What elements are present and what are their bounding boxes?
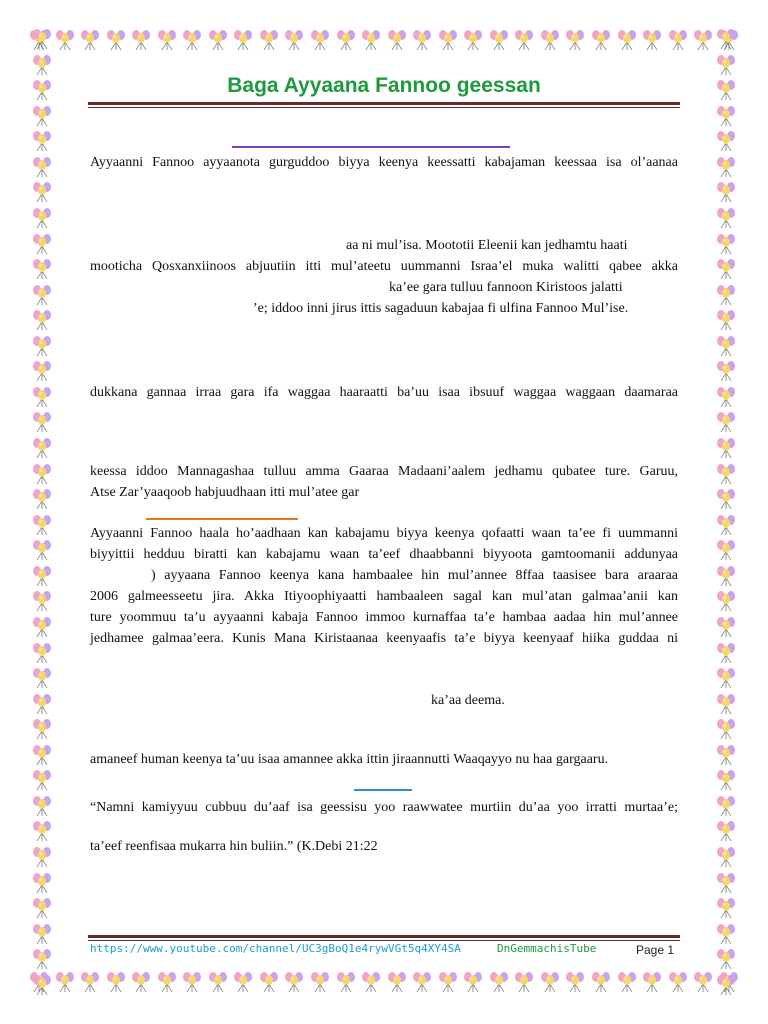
- balloon-bunch-icon: [715, 820, 737, 842]
- balloon-bunch-icon: [715, 207, 737, 229]
- balloon-bunch-icon: [715, 667, 737, 689]
- balloon-bunch-icon: [79, 971, 101, 993]
- balloon-bunch-icon: [715, 948, 737, 970]
- balloon-bunch-icon: [437, 29, 459, 51]
- balloon-bunch-icon: [462, 29, 484, 51]
- balloon-border-left: [28, 28, 56, 996]
- balloon-bunch-icon: [360, 29, 382, 51]
- balloon-bunch-icon: [31, 667, 53, 689]
- blue-underline: [354, 789, 412, 791]
- paragraph-line: amaneef human keenya ta’uu isaa amannee akka ittin jiraannutti Waaqayyo nu haa gargaaru.: [90, 752, 609, 767]
- balloon-bunch-icon: [715, 616, 737, 638]
- balloon-bunch-icon: [31, 360, 53, 382]
- balloon-bunch-icon: [715, 539, 737, 561]
- balloon-bunch-icon: [715, 284, 737, 306]
- balloon-bunch-icon: [488, 29, 510, 51]
- balloon-bunch-icon: [258, 971, 280, 993]
- balloon-bunch-icon: [513, 971, 535, 993]
- orange-underline: [146, 518, 298, 520]
- balloon-bunch-icon: [641, 29, 663, 51]
- balloon-bunch-icon: [411, 29, 433, 51]
- balloon-bunch-icon: [31, 207, 53, 229]
- balloon-bunch-icon: [31, 335, 53, 357]
- paragraph-line: jedhamee galmaa’eera. Kunis Mana Kiristaanaa keenyaafis ta’e biyya keenyaaf hiika guddaa ni: [90, 631, 678, 646]
- balloon-bunch-icon: [715, 565, 737, 587]
- balloon-bunch-icon: [616, 29, 638, 51]
- balloon-bunch-icon: [360, 971, 382, 993]
- balloon-bunch-icon: [31, 258, 53, 280]
- balloon-bunch-icon: [31, 130, 53, 152]
- balloon-bunch-icon: [31, 897, 53, 919]
- balloon-bunch-icon: [31, 590, 53, 612]
- balloon-bunch-icon: [715, 28, 737, 50]
- balloon-bunch-icon: [715, 130, 737, 152]
- purple-underline: [232, 146, 510, 148]
- balloon-bunch-icon: [564, 29, 586, 51]
- balloon-bunch-icon: [335, 29, 357, 51]
- balloon-bunch-icon: [715, 463, 737, 485]
- paragraph-line: aa ni mul’isa. Moototii Eleenii kan jedhamtu haati: [346, 238, 628, 253]
- paragraph-line: ’e; iddoo inni jirus ittis sagaduun kabajaa fi ulfina Fannoo Mul’ise.: [253, 301, 629, 316]
- paragraph-line: Atse Zar’yaaqoob habjuudhaan itti mul’atee gar: [90, 485, 360, 500]
- balloon-bunch-icon: [31, 181, 53, 203]
- balloon-bunch-icon: [667, 971, 689, 993]
- paragraph-line: 2006 galmeesseetu jira. Akka Itiyoophiyaatti hambaaleen sagal kan mul’atan galmaa’anii kan: [90, 589, 678, 604]
- balloon-bunch-icon: [31, 28, 53, 50]
- balloon-bunch-icon: [31, 769, 53, 791]
- balloon-bunch-icon: [715, 488, 737, 510]
- channel-name: DnGemmachisTube: [497, 942, 597, 955]
- balloon-bunch-icon: [283, 29, 305, 51]
- balloon-bunch-icon: [105, 29, 127, 51]
- balloon-bunch-icon: [715, 54, 737, 76]
- balloon-bunch-icon: [715, 846, 737, 868]
- balloon-bunch-icon: [181, 971, 203, 993]
- paragraph-line: ka’aa deema.: [431, 693, 505, 708]
- paragraph-line: ture yoommuu ta’u ayyaanni kabaja Fannoo immoo kurnaffaa ta’e hambaa aadaa hin mul’annee: [90, 610, 678, 625]
- balloon-bunch-icon: [539, 29, 561, 51]
- balloon-bunch-icon: [156, 971, 178, 993]
- page-number: Page 1: [636, 943, 675, 957]
- balloon-bunch-icon: [31, 693, 53, 715]
- balloon-bunch-icon: [715, 923, 737, 945]
- balloon-bunch-icon: [54, 29, 76, 51]
- balloon-bunch-icon: [130, 29, 152, 51]
- balloon-bunch-icon: [715, 258, 737, 280]
- balloon-bunch-icon: [715, 744, 737, 766]
- balloon-bunch-icon: [715, 386, 737, 408]
- balloon-bunch-icon: [207, 29, 229, 51]
- balloon-bunch-icon: [283, 971, 305, 993]
- balloon-bunch-icon: [31, 872, 53, 894]
- balloon-bunch-icon: [31, 284, 53, 306]
- balloon-bunch-icon: [31, 539, 53, 561]
- balloon-bunch-icon: [31, 974, 53, 996]
- balloon-bunch-icon: [31, 616, 53, 638]
- balloon-bunch-icon: [715, 795, 737, 817]
- footer-rule: [88, 935, 680, 938]
- balloon-bunch-icon: [590, 971, 612, 993]
- balloon-bunch-icon: [31, 488, 53, 510]
- balloon-bunch-icon: [641, 971, 663, 993]
- balloon-bunch-icon: [715, 233, 737, 255]
- paragraph-line: ka’ee gara tulluu fannoon Kiristoos jalatti: [389, 280, 623, 295]
- balloon-bunch-icon: [31, 642, 53, 664]
- balloon-bunch-icon: [715, 437, 737, 459]
- paragraph-line: biyyittii hedduu biratti kan kabajamu waan ta’eef dhaabbanni biyyoota gamtoomanii addunyaa: [90, 547, 678, 562]
- balloon-bunch-icon: [462, 971, 484, 993]
- balloon-bunch-icon: [31, 514, 53, 536]
- balloon-bunch-icon: [715, 309, 737, 331]
- footer-rule-thin: [88, 940, 680, 941]
- balloon-bunch-icon: [31, 923, 53, 945]
- balloon-bunch-icon: [31, 718, 53, 740]
- balloon-bunch-icon: [207, 971, 229, 993]
- balloon-bunch-icon: [411, 971, 433, 993]
- balloon-bunch-icon: [715, 872, 737, 894]
- balloon-bunch-icon: [31, 820, 53, 842]
- balloon-bunch-icon: [715, 156, 737, 178]
- balloon-border-top: [28, 26, 740, 54]
- balloon-bunch-icon: [130, 971, 152, 993]
- balloon-bunch-icon: [715, 335, 737, 357]
- balloon-bunch-icon: [715, 642, 737, 664]
- balloon-border-bottom: [28, 968, 740, 996]
- balloon-bunch-icon: [715, 718, 737, 740]
- paragraph-line: Ayyaanni Fannoo ayyaanota gurguddoo biyya keenya keessatti kabajaman keessaa isa ol’aanaa: [90, 155, 678, 170]
- balloon-bunch-icon: [31, 744, 53, 766]
- balloon-bunch-icon: [437, 971, 459, 993]
- balloon-border-right: [712, 28, 740, 996]
- balloon-bunch-icon: [309, 971, 331, 993]
- paragraph-line: dukkana gannaa irraa gara ifa waggaa haaraatti ba’uu isaa ibsuuf waggaa waggaan daamaraa: [90, 385, 678, 400]
- balloon-bunch-icon: [31, 156, 53, 178]
- balloon-bunch-icon: [715, 974, 737, 996]
- balloon-bunch-icon: [258, 29, 280, 51]
- youtube-channel-link[interactable]: https://www.youtube.com/channel/UC3gBoQ1e4rywVGt5q4XY4SA: [90, 942, 461, 955]
- balloon-bunch-icon: [715, 693, 737, 715]
- balloon-bunch-icon: [667, 29, 689, 51]
- balloon-bunch-icon: [715, 897, 737, 919]
- balloon-bunch-icon: [616, 971, 638, 993]
- balloon-bunch-icon: [79, 29, 101, 51]
- balloon-bunch-icon: [335, 971, 357, 993]
- balloon-bunch-icon: [105, 971, 127, 993]
- balloon-bunch-icon: [715, 411, 737, 433]
- balloon-bunch-icon: [715, 360, 737, 382]
- balloon-bunch-icon: [386, 971, 408, 993]
- balloon-bunch-icon: [31, 463, 53, 485]
- quote-line: ta’eef reenfisaa mukarra hin buliin.” (K.Debi 21:22: [90, 839, 378, 854]
- paragraph-line: keessa iddoo Mannagashaa tulluu amma Gaaraa Madaani’aalem jedhamu qubatee ture. Garuu,: [90, 464, 678, 479]
- balloon-bunch-icon: [715, 590, 737, 612]
- balloon-bunch-icon: [31, 309, 53, 331]
- paragraph-line: mooticha Qosxanxiinoos abjuutiin itti mul’ateetu uummanni Israa’el muka walitti qabee akka: [90, 259, 678, 274]
- balloon-bunch-icon: [715, 514, 737, 536]
- paragraph-line: ) ayyaana Fannoo keenya kana hambaalee hin mul’annee 8ffaa taasisee bara araaraa: [151, 568, 678, 583]
- balloon-bunch-icon: [31, 795, 53, 817]
- balloon-bunch-icon: [386, 29, 408, 51]
- balloon-bunch-icon: [539, 971, 561, 993]
- balloon-bunch-icon: [715, 769, 737, 791]
- balloon-bunch-icon: [31, 437, 53, 459]
- header-rule: [88, 102, 680, 105]
- balloon-bunch-icon: [31, 411, 53, 433]
- balloon-bunch-icon: [31, 386, 53, 408]
- balloon-bunch-icon: [31, 54, 53, 76]
- balloon-bunch-icon: [513, 29, 535, 51]
- header-rule-thin: [88, 107, 680, 108]
- balloon-bunch-icon: [156, 29, 178, 51]
- balloon-bunch-icon: [488, 971, 510, 993]
- page-title: Baga Ayyaana Fannoo geessan: [227, 74, 541, 97]
- balloon-bunch-icon: [692, 29, 714, 51]
- balloon-bunch-icon: [715, 181, 737, 203]
- balloon-bunch-icon: [181, 29, 203, 51]
- quote-line: “Namni kamiyyuu cubbuu du’aaf isa geessisu yoo raawwatee murtiin du’aa yoo irratti murtaa’e;: [90, 800, 678, 815]
- balloon-bunch-icon: [31, 565, 53, 587]
- balloon-bunch-icon: [564, 971, 586, 993]
- balloon-bunch-icon: [692, 971, 714, 993]
- balloon-bunch-icon: [590, 29, 612, 51]
- balloon-bunch-icon: [309, 29, 331, 51]
- balloon-bunch-icon: [31, 105, 53, 127]
- balloon-bunch-icon: [232, 971, 254, 993]
- balloon-bunch-icon: [232, 29, 254, 51]
- balloon-bunch-icon: [31, 233, 53, 255]
- balloon-bunch-icon: [31, 846, 53, 868]
- balloon-bunch-icon: [54, 971, 76, 993]
- balloon-bunch-icon: [715, 105, 737, 127]
- balloon-bunch-icon: [31, 948, 53, 970]
- paragraph-line: Ayyaanni Fannoo haala ho’aadhaan kan kabajamu biyya keenya qofaatti waan ta’ee fi uummanni: [90, 526, 678, 541]
